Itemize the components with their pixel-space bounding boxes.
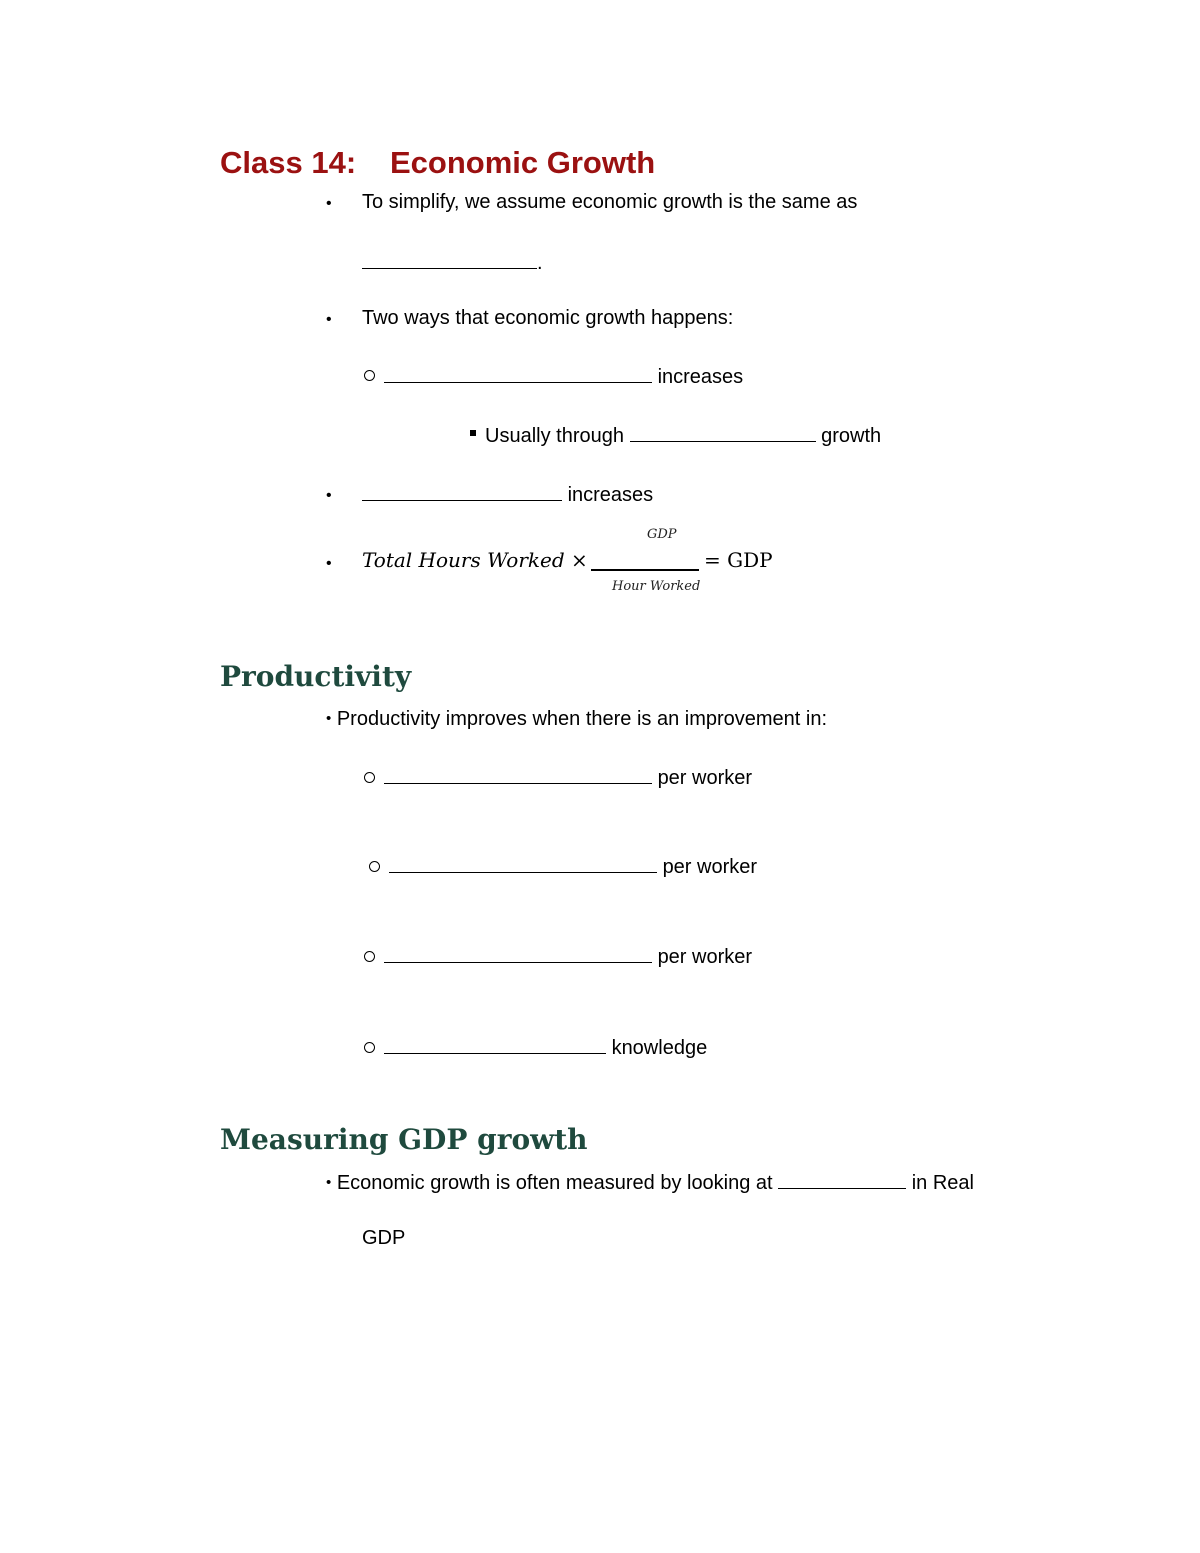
sub-bullet-circle xyxy=(364,1042,375,1053)
formula-denominator: Hour Worked xyxy=(612,579,701,594)
sub-sub-bullet-square xyxy=(470,430,476,436)
fraction-bar xyxy=(591,569,699,571)
sub-bullet-circle xyxy=(364,951,375,962)
bullet-marker: • xyxy=(326,195,332,212)
bullet-marker: • xyxy=(326,487,332,504)
answer-blank[interactable] xyxy=(778,1170,906,1189)
formula-rhs: = GDP xyxy=(704,548,773,572)
productivity-item xyxy=(384,765,752,790)
measuring-line xyxy=(326,1170,974,1195)
section-heading-productivity: Productivity xyxy=(220,660,412,693)
sub-item xyxy=(384,364,743,389)
measuring-continuation: GDP xyxy=(362,1227,406,1249)
answer-blank[interactable] xyxy=(384,765,652,784)
answer-blank[interactable] xyxy=(362,250,537,269)
bullet-marker: • xyxy=(326,710,332,727)
sub-bullet-circle xyxy=(364,772,375,783)
punctuation: . xyxy=(537,252,543,274)
answer-blank[interactable] xyxy=(384,944,652,963)
intro-text: Productivity improves when there is an improvement in: xyxy=(336,708,828,730)
bullet-item xyxy=(362,482,653,507)
formula-numerator: GDP xyxy=(647,527,677,542)
productivity-intro xyxy=(326,708,827,731)
section-heading-measuring-gdp: Measuring GDP growth xyxy=(220,1123,588,1156)
bullet-marker: • xyxy=(326,555,332,572)
answer-blank[interactable] xyxy=(384,364,652,383)
fill-in-line xyxy=(362,250,543,275)
title-topic: Economic Growth xyxy=(390,145,656,180)
page-title xyxy=(220,145,656,181)
bullet-marker: • xyxy=(326,1174,332,1191)
sub-bullet-circle xyxy=(369,861,380,872)
answer-blank[interactable] xyxy=(389,854,657,873)
formula-lhs: Total Hours Worked × xyxy=(362,548,588,572)
item-suffix: per worker xyxy=(657,767,753,789)
bullet-text: Two ways that economic growth happens: xyxy=(362,307,734,329)
bullet-marker: • xyxy=(326,311,332,328)
sub-item-text: increases xyxy=(657,366,744,388)
productivity-item xyxy=(389,854,757,879)
answer-blank[interactable] xyxy=(630,423,816,442)
measuring-text: Economic growth is often measured by looking at xyxy=(336,1172,773,1194)
bullet-text: To simplify, we assume economic growth is the same as xyxy=(362,191,858,213)
title-class-label: Class 14: xyxy=(220,145,357,180)
answer-blank[interactable] xyxy=(362,482,562,501)
item-suffix: per worker xyxy=(662,856,758,878)
measuring-suffix: in Real xyxy=(911,1172,974,1194)
item-suffix: per worker xyxy=(657,946,753,968)
sub-sub-item-suffix: growth xyxy=(821,425,882,447)
bullet-text: increases xyxy=(567,484,654,506)
item-suffix: knowledge xyxy=(611,1037,708,1059)
sub-bullet-circle xyxy=(364,370,375,381)
productivity-item xyxy=(384,1035,707,1060)
productivity-item xyxy=(384,944,752,969)
sub-sub-item-prefix: Usually through xyxy=(485,425,624,447)
sub-sub-item xyxy=(485,423,881,448)
answer-blank[interactable] xyxy=(384,1035,606,1054)
